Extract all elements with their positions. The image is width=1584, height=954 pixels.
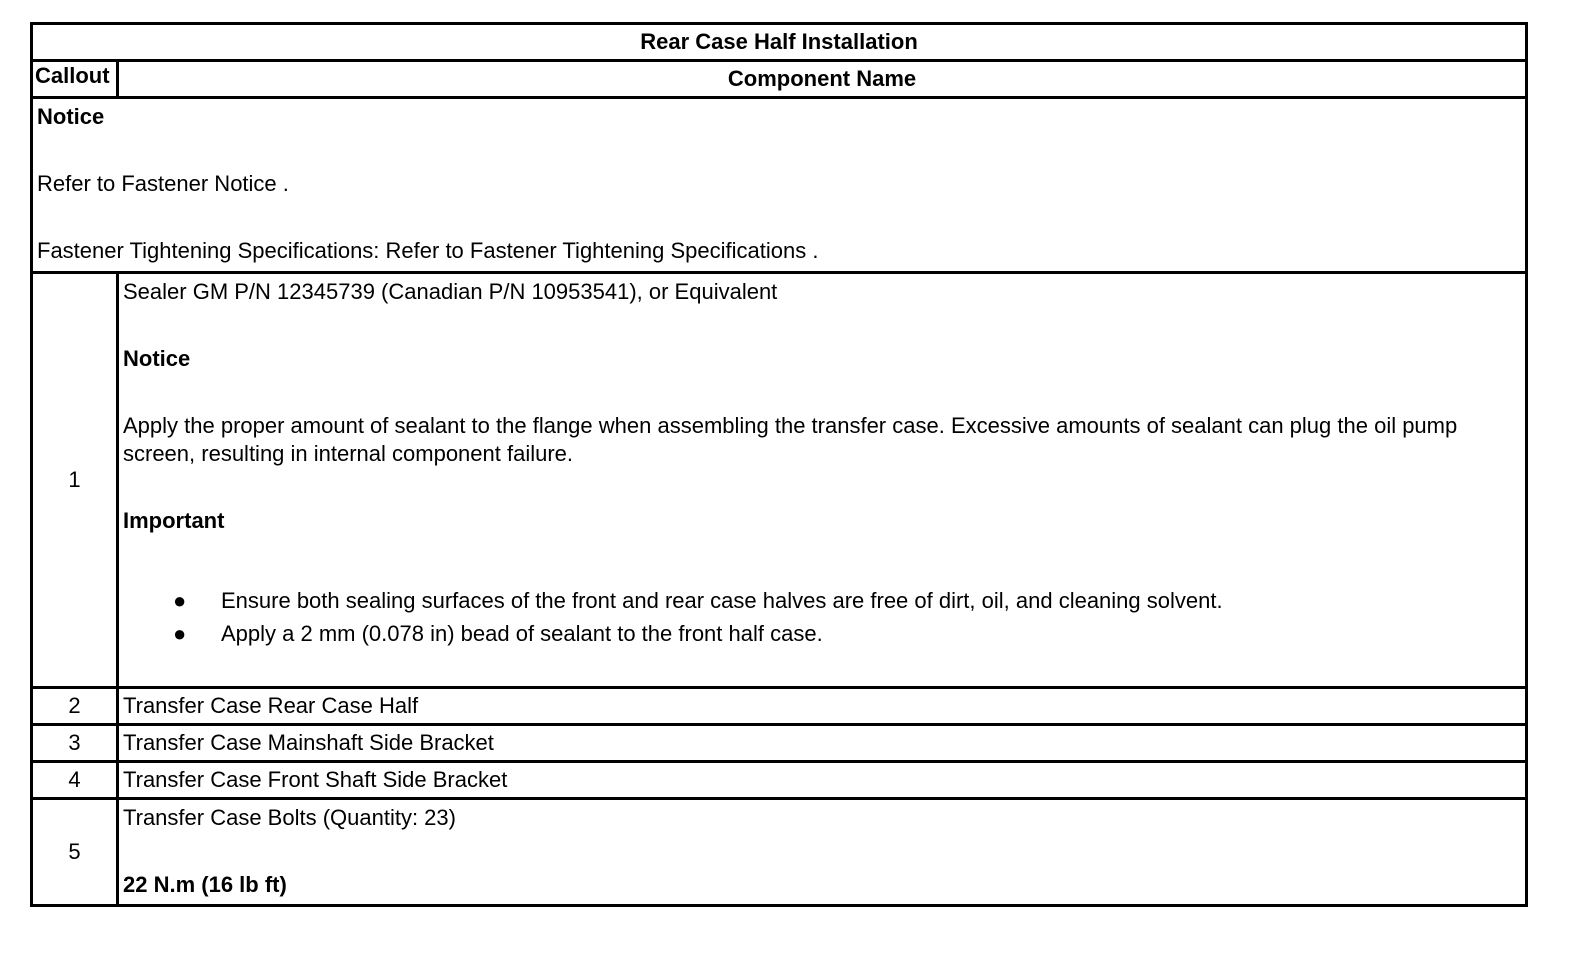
table-row xyxy=(32,688,1527,725)
callout-column-header: Callout xyxy=(32,61,118,98)
title-row xyxy=(32,24,1527,61)
table-row xyxy=(32,273,1527,688)
bullet-icon: ● xyxy=(173,588,187,613)
item-notice-heading: Notice xyxy=(123,346,191,371)
general-notice-cell xyxy=(32,98,1527,273)
tightening-specs-text: Fastener Tightening Specifications: Refer to Fastener Tightening Specifications . xyxy=(37,238,819,263)
bullet-text: Apply a 2 mm (0.078 in) bead of sealant to the front half case. xyxy=(221,621,823,646)
callout-number: 5 xyxy=(32,799,118,906)
component-name: Transfer Case Mainshaft Side Bracket xyxy=(118,725,1527,762)
component-name-column-header: Component Name xyxy=(118,61,1527,98)
table-row xyxy=(32,725,1527,762)
header-row xyxy=(32,61,1527,98)
callout-number: 3 xyxy=(32,725,118,762)
component-name: Transfer Case Rear Case Half xyxy=(118,688,1527,725)
notice-row xyxy=(32,98,1527,273)
table-row xyxy=(32,762,1527,799)
list-item xyxy=(173,620,1521,648)
important-heading: Important xyxy=(123,508,225,533)
table-title: Rear Case Half Installation xyxy=(32,24,1527,61)
component-name-cell xyxy=(118,799,1527,906)
item-notice-text: Apply the proper amount of sealant to the flange when assembling the transfer case. Excessive amounts of sealant can plug the oil pump screen, resulting in internal component failure. xyxy=(123,413,1458,466)
table-row xyxy=(32,799,1527,906)
bullet-icon: ● xyxy=(173,621,187,646)
rear-case-half-installation-table xyxy=(30,22,1528,907)
component-name: Transfer Case Front Shaft Side Bracket xyxy=(118,762,1527,799)
important-bullet-list xyxy=(123,587,1521,648)
component-name: Sealer GM P/N 12345739 (Canadian P/N 10953541), or Equivalent xyxy=(123,279,778,304)
torque-spec: 22 N.m (16 lb ft) xyxy=(123,872,287,897)
component-name-cell xyxy=(118,273,1527,688)
notice-heading: Notice xyxy=(37,104,105,129)
fastener-notice-text: Refer to Fastener Notice . xyxy=(37,171,289,196)
list-item xyxy=(173,587,1521,615)
callout-number: 1 xyxy=(32,273,118,688)
callout-number: 4 xyxy=(32,762,118,799)
component-name: Transfer Case Bolts (Quantity: 23) xyxy=(123,805,456,830)
bullet-text: Ensure both sealing surfaces of the front and rear case halves are free of dirt, oil, and cleaning solvent. xyxy=(221,588,1223,613)
callout-number: 2 xyxy=(32,688,118,725)
